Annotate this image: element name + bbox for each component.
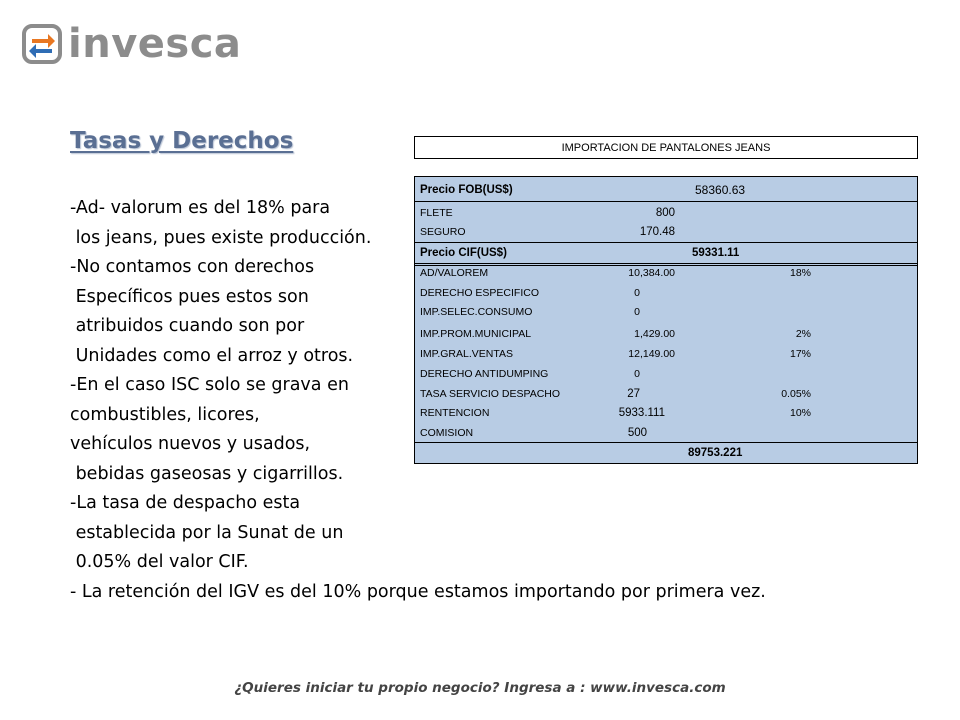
row-label: TASA SERVICIO DESPACHO xyxy=(420,388,561,400)
row-value: 10,384.00 xyxy=(628,267,675,279)
body-line: bebidas gaseosas y cigarrillos. xyxy=(70,463,344,484)
table-row xyxy=(415,423,917,443)
body-line: vehículos nuevos y usados, xyxy=(70,434,311,454)
row-percent: 0.05% xyxy=(781,388,811,400)
body-line: Específicos pues estos son xyxy=(70,286,309,307)
row-label: DERECHO ESPECIFICO xyxy=(420,287,540,299)
table-row xyxy=(415,302,917,322)
table-row xyxy=(415,384,917,404)
logo-text: invesca xyxy=(68,21,242,67)
table-row xyxy=(415,403,917,423)
row-percent: 10% xyxy=(789,407,811,419)
body-line: - La retención del IGV es del 10% porque estamos importando por primera vez. xyxy=(70,581,766,602)
row-value: 1,429.00 xyxy=(634,328,675,340)
flete-value: 800 xyxy=(655,207,675,219)
cif-label: Precio CIF(US$) xyxy=(420,247,507,259)
row-label: IMP.GRAL.VENTAS xyxy=(420,348,513,360)
row-percent: 2% xyxy=(795,328,811,340)
total-value: 89753.221 xyxy=(688,447,743,459)
body-line: -En el caso ISC solo se grava en xyxy=(70,375,349,395)
row-value: 27 xyxy=(627,388,640,400)
table-header: IMPORTACION DE PANTALONES JEANS xyxy=(414,136,918,159)
row-label: COMISION xyxy=(420,427,474,439)
table-row xyxy=(415,324,917,344)
row-label: DERECHO ANTIDUMPING xyxy=(420,368,549,380)
body-line: establecida por la Sunat de un xyxy=(70,522,344,543)
import-table xyxy=(414,176,918,464)
body-line: combustibles, licores, xyxy=(70,404,260,425)
body-line: -Ad- valorum es del 18% para xyxy=(70,198,331,218)
row-value: 12,149.00 xyxy=(628,348,675,360)
row-value: 0 xyxy=(634,306,640,318)
row-label: IMP.PROM.MUNICIPAL xyxy=(420,328,532,340)
table-row-flete xyxy=(415,203,917,223)
body-line: Unidades como el arroz y otros. xyxy=(70,345,354,366)
row-percent: 17% xyxy=(789,348,811,360)
row-value: 5933.111 xyxy=(618,407,665,419)
row-value: 0 xyxy=(634,368,640,380)
row-label: IMP.SELEC.CONSUMO xyxy=(420,306,533,318)
page-title: Tasas y Derechos xyxy=(70,128,294,154)
logo xyxy=(22,20,241,68)
fob-value: 58360.63 xyxy=(695,183,746,197)
row-percent: 18% xyxy=(789,267,811,279)
row-label: AD/VALOREM xyxy=(420,267,489,279)
divider xyxy=(415,201,917,202)
table-row-fob xyxy=(415,180,917,200)
fob-label: Precio FOB(US$) xyxy=(420,184,513,196)
cif-value: 59331.11 xyxy=(692,247,740,259)
footer-banner: ¿Quieres iniciar tu propio negocio? Ingresa a : www.invesca.com xyxy=(234,680,726,696)
body-line: los jeans, pues existe producción. xyxy=(70,227,372,248)
table-row xyxy=(415,263,917,283)
table-row-seguro xyxy=(415,222,917,242)
row-value: 500 xyxy=(627,427,647,439)
seguro-value: 170.48 xyxy=(639,226,675,238)
table-row-cif xyxy=(415,243,917,263)
seguro-label: SEGURO xyxy=(420,226,466,238)
arrows-icon xyxy=(22,24,62,64)
body-line: -La tasa de despacho esta xyxy=(70,493,301,513)
row-label: RENTENCION xyxy=(420,407,490,419)
flete-label: FLETE xyxy=(420,207,453,219)
body-line: -No contamos con derechos xyxy=(70,257,315,277)
table-row xyxy=(415,344,917,364)
table-row-total xyxy=(415,443,917,463)
table-row xyxy=(415,283,917,303)
body-line: 0.05% del valor CIF. xyxy=(70,552,249,572)
body-line: atribuidos cuando son por xyxy=(70,316,305,336)
table-row xyxy=(415,364,917,384)
row-value: 0 xyxy=(634,287,640,299)
